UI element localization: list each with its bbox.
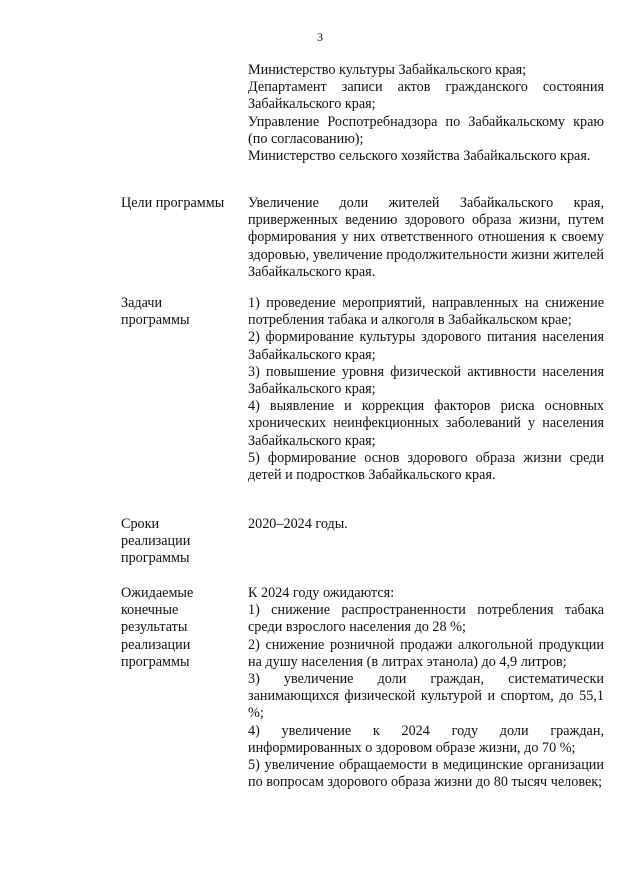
results-label-line: конечные <box>121 602 179 619</box>
terms-label <box>121 516 239 568</box>
results-label <box>121 585 239 671</box>
page-number: 3 <box>317 30 323 44</box>
results-label-line: результаты <box>121 619 188 636</box>
task-item: 5) формирование основ здорового образа жизни среди детей и подростков Забайкальского края. <box>248 449 604 484</box>
results-label-line: программы <box>121 653 190 670</box>
tasks-label-line: программы <box>121 312 190 329</box>
executors-list <box>248 62 604 165</box>
goals-label-text: Цели программы <box>121 195 225 211</box>
result-item: 5) увеличение обращаемости в медицинские организации по вопросам здорового образа жизни до 80 тысяч человек; <box>248 757 604 791</box>
tasks-label-line: Задачи <box>121 295 163 311</box>
terms-label-line: реализации <box>121 533 191 550</box>
goals-label <box>121 195 246 212</box>
tasks-list <box>248 295 604 484</box>
results-intro: К 2024 году ожидаются: <box>248 585 395 601</box>
task-item: 1) проведение мероприятий, направленных на снижение потребления табака и алкоголя в Забайкальском крае; <box>248 295 604 329</box>
goals-text: Увеличение доли жителей Забайкальского края, приверженных ведению здорового образа жизни, путем формирования у них ответственного отношения к своему здоровью, увеличение продолжительности жизни жителей Забайкальского края. <box>248 195 604 280</box>
executor-item: Министерство сельского хозяйства Забайкальского края. <box>248 148 591 165</box>
terms-label-line: программы <box>121 550 190 567</box>
result-item: 1) снижение распространенности потребления табака среди взрослого населения до 28 %; <box>248 602 604 636</box>
results-label-line: реализации <box>121 636 191 653</box>
result-item: 4) увеличение к 2024 году доли граждан, информированных о здоровом образе жизни, до 70 %; <box>248 722 604 756</box>
executor-item: Управление Роспотребнадзора по Забайкальскому краю (по согласованию); <box>248 113 604 147</box>
result-item: 2) снижение розничной продажи алкогольной продукции на душу населения (в литрах этанола) до 4,9 литров; <box>248 636 604 670</box>
task-item: 3) повышение уровня физической активности населения Забайкальского края; <box>248 363 604 398</box>
task-item: 2) формирование культуры здорового питания населения Забайкальского края; <box>248 329 604 363</box>
terms-label-line: Сроки <box>121 516 160 532</box>
terms-text: 2020–2024 годы. <box>248 516 348 532</box>
results-list <box>248 585 604 791</box>
executor-item: Министерство культуры Забайкальского края; <box>248 62 527 78</box>
result-item: 3) увеличение доли граждан, систематически занимающихся физической культурой и спортом, до 55,1 %; <box>248 671 604 722</box>
executor-item: Департамент записи актов гражданского состояния Забайкальского края; <box>248 79 604 113</box>
tasks-label <box>121 295 239 329</box>
results-label-line: Ожидаемые <box>121 585 194 601</box>
task-item: 4) выявление и коррекция факторов риска основных хронических неинфекционных заболеваний у населения Забайкальского края; <box>248 398 604 449</box>
